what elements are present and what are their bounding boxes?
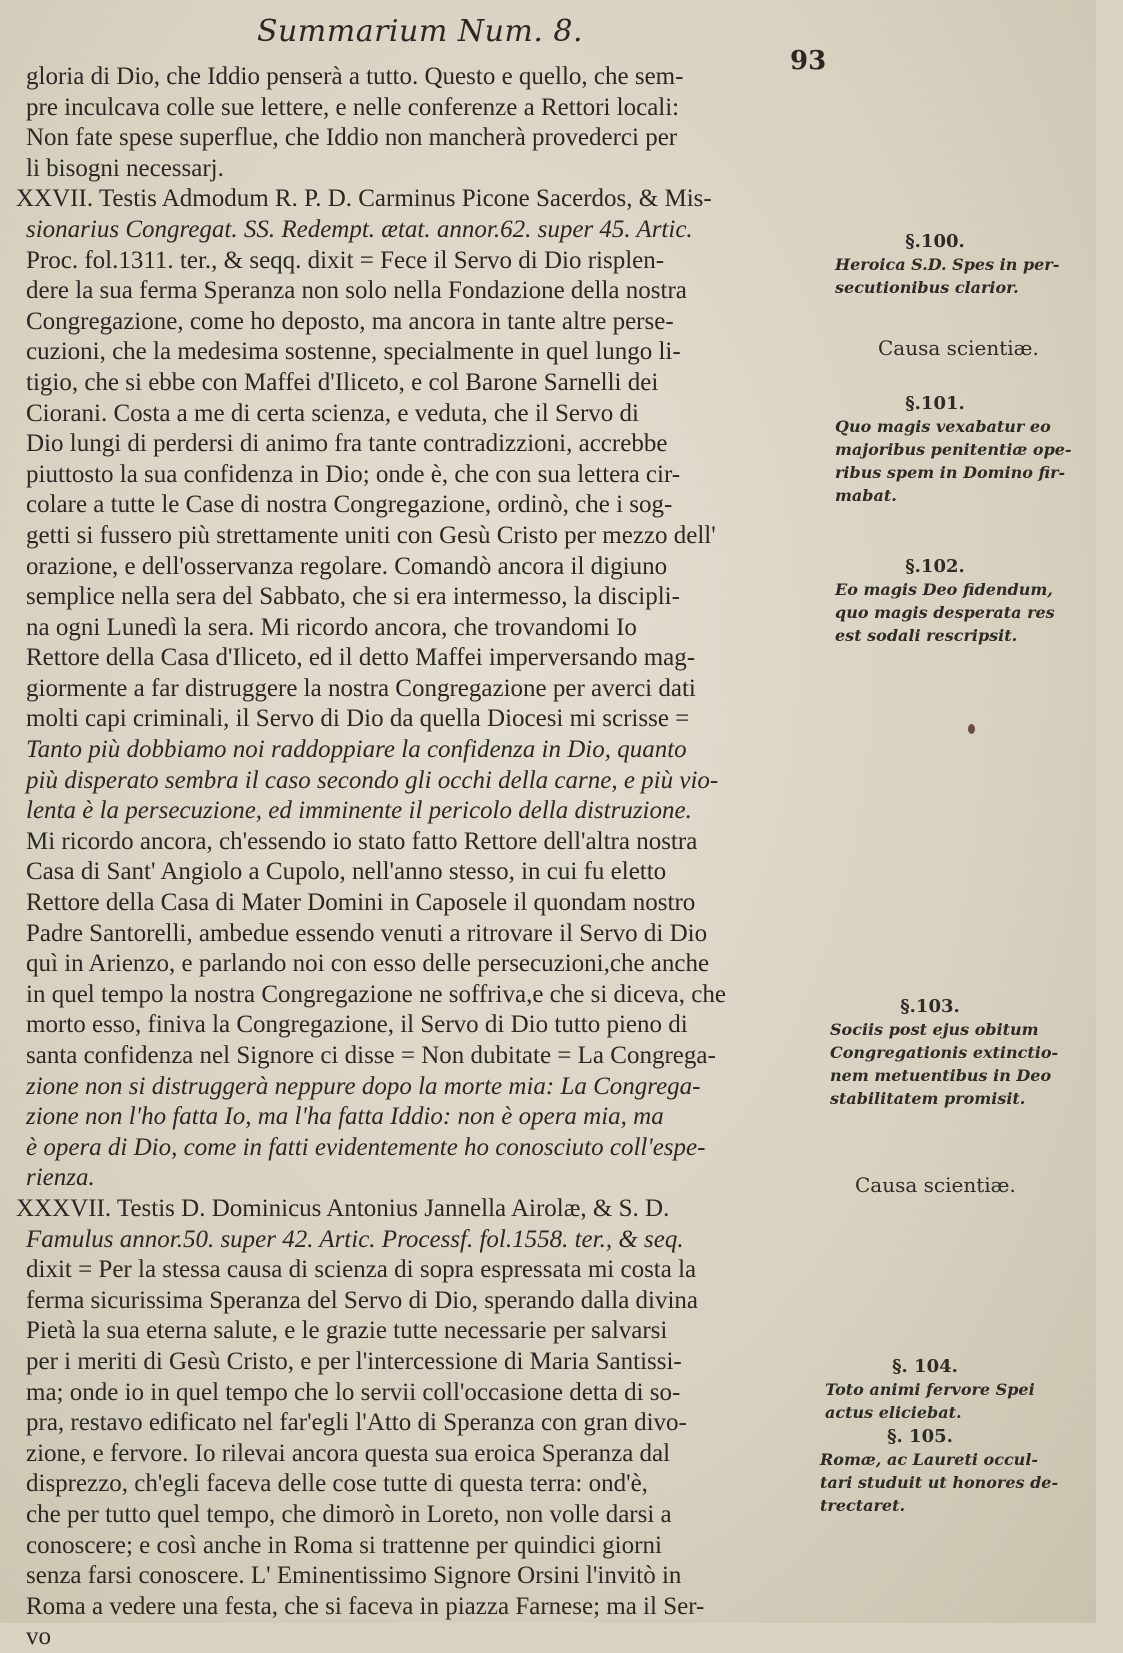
margin-note-line: Quo magis vexabatur eo: [835, 417, 1051, 436]
causa-scientiae-label: Causa scientiæ.: [855, 1173, 1016, 1197]
text-line: XXVII. Testis Admodum R. P. D. Carminus Picone Sacerdos, & Mis-: [16, 185, 712, 213]
text-line: disprezzo, ch'egli faceva delle cose tutte di questa terra: ond'è,: [26, 1470, 648, 1498]
ink-spot: [968, 724, 975, 734]
margin-note-line: Sociis post ejus obitum: [830, 1020, 1039, 1039]
margin-note-103: [830, 995, 1075, 1110]
margin-note-line: ribus spem in Domino fir-: [835, 463, 1066, 482]
text-line: sionarius Congregat. SS. Redempt. ætat. annor.62. super 45. Artic.: [26, 215, 693, 243]
text-line: gloria di Dio, che Iddio penserà a tutto. Questo e quello, che sem-: [26, 63, 684, 90]
margin-note-line: est sodali rescripsit.: [835, 626, 1018, 645]
margin-note-line: trectaret.: [820, 1496, 906, 1515]
text-line: in quel tempo la nostra Congregazione ne soffriva,e che si diceva, che: [26, 980, 726, 1008]
section-number: §.102.: [905, 556, 965, 577]
text-line: getti si fussero più strettamente uniti con Gesù Cristo per mezzo dell': [26, 521, 716, 549]
text-line: na ogni Lunedì la sera. Mi ricordo ancora, che trovandomi Io: [26, 613, 637, 641]
text-line: Non fate spese superflue, che Iddio non mancherà provederci per: [26, 124, 678, 152]
text-line: vo: [26, 1623, 51, 1651]
text-line: rienza.: [26, 1164, 95, 1192]
section-number: §.103.: [900, 996, 960, 1017]
text-line: che per tutto quel tempo, che dimorò in Loreto, non volle darsi a: [26, 1500, 672, 1528]
margin-note-line: Eo magis Deo fidendum,: [835, 580, 1053, 599]
margin-note-line: mabat.: [835, 486, 897, 505]
text-line: dixit = Per la stessa causa di scienza di sopra espressata mi costa la: [26, 1256, 697, 1284]
text-line: Casa di Sant' Angiolo a Cupolo, nell'anno stesso, in cui fu eletto: [26, 858, 667, 886]
text-line: Roma a vedere una festa, che si faceva in piazza Farnese; ma il Ser-: [26, 1592, 705, 1620]
text-line: Rettore della Casa d'Iliceto, ed il detto Maffei imperversando mag-: [26, 644, 696, 672]
margin-note-100: [835, 230, 1080, 299]
text-line: più disperato sembra il caso secondo gli occhi della carne, e più vio-: [26, 766, 719, 794]
text-line: molti capi criminali, il Servo di Dio da quella Diocesi mi scrisse =: [26, 705, 690, 733]
text-line: conoscere; e così anche in Roma si trattenne per quindici giorni: [26, 1531, 662, 1559]
text-line: Famulus annor.50. super 42. Artic. Processf. fol.1558. ter., & seq.: [26, 1225, 684, 1253]
text-line: zione non si distruggerà neppure dopo la morte mia: La Congrega-: [26, 1072, 701, 1100]
margin-note-104: [825, 1355, 1070, 1424]
causa-scientiae-label: Causa scientiæ.: [878, 336, 1039, 360]
text-line: senza farsi conoscere. L' Eminentissimo Signore Orsini l'invitò in: [26, 1562, 682, 1590]
page-header-title: Summarium Num. 8.: [256, 14, 584, 49]
text-line: Proc. fol.1311. ter., & seqq. dixit = Fece il Servo di Dio risplen-: [26, 246, 665, 274]
margin-note-line: actus eliciebat.: [825, 1403, 962, 1422]
text-line: quì in Arienzo, e parlando noi con esso delle persecuzioni,che anche: [26, 950, 710, 978]
text-line: Tanto più dobbiamo noi raddoppiare la confidenza in Dio, quanto: [26, 736, 687, 764]
text-line: cuzioni, che la medesima sostenne, specialmente in quel lungo li-: [26, 338, 681, 366]
text-line: tigio, che si ebbe con Maffei d'Iliceto, e col Barone Sarnelli dei: [26, 368, 659, 396]
text-line: lenta è la persecuzione, ed imminente il pericolo della distruzione.: [26, 797, 692, 825]
margin-note-105: [820, 1425, 1065, 1517]
margin-note-line: quo magis desperata res: [835, 603, 1055, 622]
margin-note-line: Heroica S.D. Spes in per-: [835, 255, 1060, 274]
text-line: Congregazione, come ho deposto, ma ancora in tante altre perse-: [26, 307, 674, 335]
text-line: Pietà la sua eterna salute, e le grazie tutte necessarie per salvarsi: [26, 1317, 668, 1345]
text-line: Mi ricordo ancora, ch'essendo io stato fatto Rettore dell'altra nostra: [26, 827, 698, 855]
text-line: pre inculcava colle sue lettere, e nelle conferenze a Rettori locali:: [26, 93, 680, 121]
text-line: Dio lungi di perdersi di animo fra tante contradizzioni, accrebbe: [26, 430, 668, 458]
margin-note-causa-scientiae-2: [855, 1174, 1100, 1197]
margin-note-causa-scientiae-1: [878, 337, 1123, 360]
margin-note-102: [835, 555, 1080, 647]
text-line: ma; onde io in quel tempo che lo servii coll'occasione detta di so-: [26, 1378, 681, 1406]
section-number: §.100.: [905, 231, 965, 252]
text-line: Padre Santorelli, ambedue essendo venuti a ritrovare il Servo di Dio: [26, 919, 708, 947]
text-line: XXXVII. Testis D. Dominicus Antonius Jannella Airolæ, & S. D.: [16, 1194, 670, 1222]
section-number: §.101.: [905, 393, 965, 414]
text-line: ferma sicurissima Speranza del Servo di Dio, sperando dalla divina: [26, 1286, 699, 1314]
margin-note-line: nem metuentibus in Deo: [830, 1066, 1052, 1085]
margin-note-line: Toto animi fervore Spei: [825, 1380, 1035, 1399]
main-text-column: [16, 62, 826, 1653]
section-number: §. 104.: [892, 1356, 958, 1377]
margin-note-line: stabilitatem promisit.: [830, 1089, 1026, 1108]
text-line: dere la sua ferma Speranza non solo nella Fondazione della nostra: [26, 277, 687, 305]
text-line: Ciorani. Costa a me di certa scienza, e veduta, che il Servo di: [26, 399, 639, 427]
text-line: li bisogni necessarj.: [26, 154, 224, 182]
text-line: Rettore della Casa di Mater Domini in Caposele il quondam nostro: [26, 889, 696, 917]
section-number: §. 105.: [887, 1426, 953, 1447]
margin-note-line: Romæ, ac Laureti occul-: [820, 1450, 1039, 1469]
margin-note-line: majoribus penitentiæ ope-: [835, 440, 1072, 459]
margin-note-line: tari studuit ut honores de-: [820, 1473, 1059, 1492]
page-number: 93: [790, 46, 827, 76]
margin-note-101: [835, 392, 1080, 507]
text-line: piuttosto la sua confidenza in Dio; onde è, che con sua lettera cir-: [26, 460, 681, 488]
text-line: zione non l'ho fatta Io, ma l'ha fatta Iddio: non è opera mia, ma: [26, 1103, 664, 1131]
text-line: orazione, e dell'osservanza regolare. Comandò ancora il digiuno: [26, 552, 668, 580]
text-line: giormente a far distruggere la nostra Congregazione per averci dati: [26, 674, 696, 702]
text-line: colare a tutte le Case di nostra Congregazione, ordinò, che i sog-: [26, 491, 673, 519]
text-line: santa confidenza nel Signore ci disse = Non dubitate = La Congrega-: [26, 1042, 716, 1069]
text-line: morto esso, finiva la Congregazione, il Servo di Dio tutto pieno di: [26, 1011, 688, 1039]
text-line: pra, restavo edificato nel far'egli l'Atto di Speranza con gran divo-: [26, 1409, 687, 1437]
margin-note-line: secutionibus clarior.: [835, 278, 1019, 297]
text-line: zione, e fervore. Io rilevai ancora questa sua eroica Speranza dal: [26, 1439, 671, 1467]
text-line: è opera di Dio, come in fatti evidentemente ho conosciuto coll'espe-: [26, 1133, 706, 1161]
margin-note-line: Congregationis extinctio-: [830, 1043, 1059, 1062]
text-line: per i meriti di Gesù Cristo, e per l'intercessione di Maria Santissi-: [26, 1347, 682, 1375]
text-line: semplice nella sera del Sabbato, che si era intermesso, la discipli-: [26, 583, 680, 611]
